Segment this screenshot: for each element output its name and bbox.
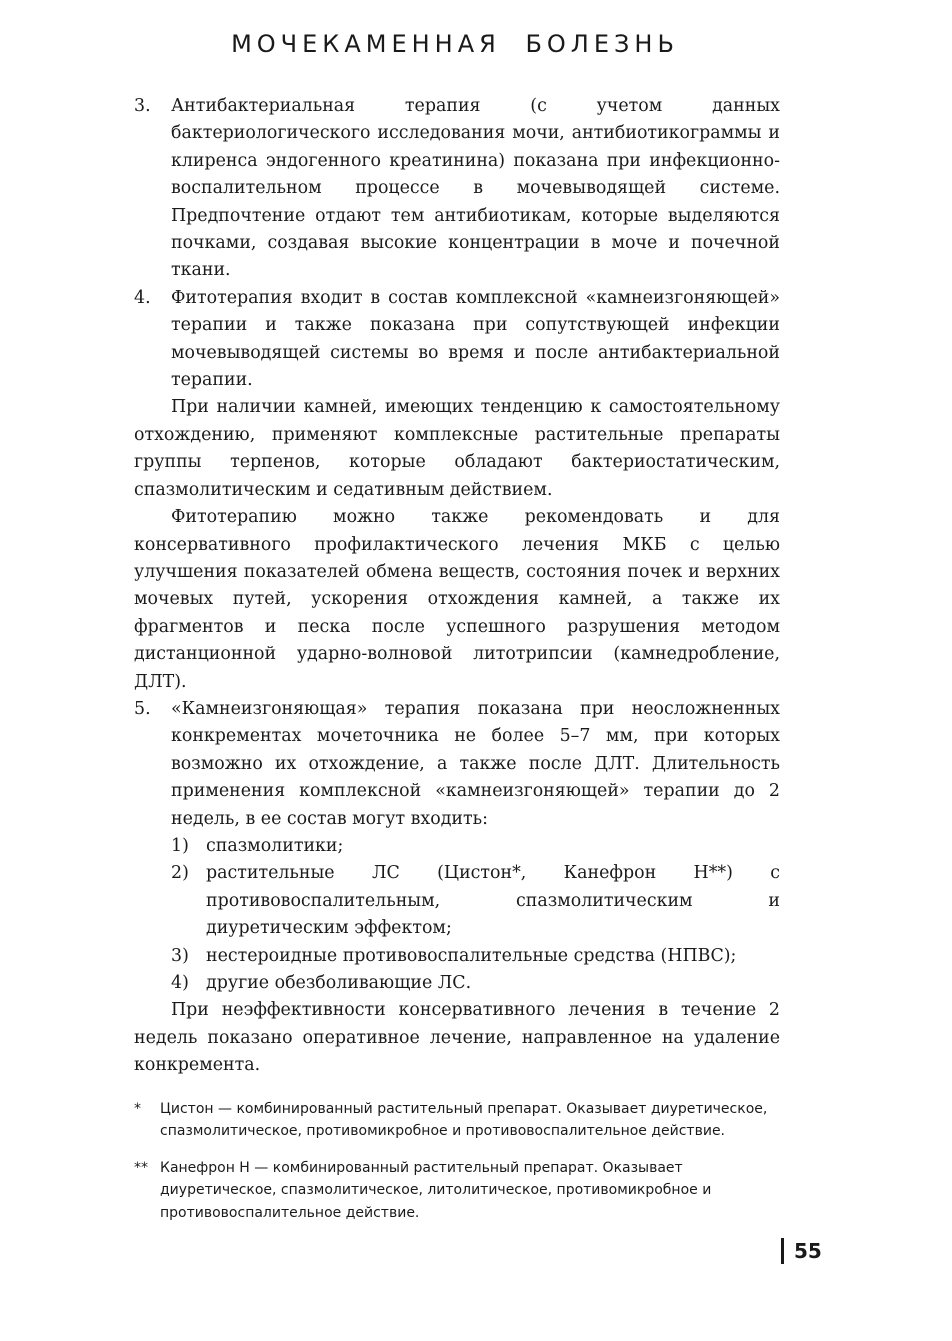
sublist-item-2	[134, 860, 780, 942]
list-item-text: Фитотерапия входит в состав комплексной «камнеизгоняющей» терапии и также показана при сопутствующей инфекции мочевыводящей системы во время и после антибактериальной терапии.	[171, 287, 780, 391]
list-item-5	[134, 696, 780, 833]
sublist-number: 4)	[171, 973, 189, 993]
list-number: 3.	[134, 96, 151, 116]
list-number: 5.	[134, 698, 151, 719]
sublist-number: 1)	[171, 835, 189, 856]
paragraph: При наличии камней, имеющих тенденцию к самостоятельному отхождению, применяют комплексные растительные препараты группы терпенов, которые обладают бактериостатическим, спазмолитическим и седативным действием.	[134, 397, 780, 500]
sublist-number: 2)	[171, 863, 189, 884]
sublist-number: 3)	[171, 945, 189, 966]
footnote-text: Цистон — комбинированный растительный препарат. Оказывает диуретическое, спазмолитическое, противомикробное и противовоспалительное действие.	[160, 1101, 768, 1140]
footnote-mark: **	[134, 1159, 148, 1176]
page-number: 55	[781, 1238, 822, 1264]
sublist-item-3	[134, 943, 780, 970]
list-item-text: Антибактериальная терапия (с учетом данных бактериологического исследования мочи, антибиотикограммы и клиренса эндогенного креатинина) показана при инфекционно-воспалительном процессе в мочевыводящей системе. Предпочтение отдают тем антибиотикам, которые выделяются почками, создавая высокие концентрации в моче и почечной ткани.	[171, 96, 780, 281]
list-number: 4.	[134, 287, 151, 308]
sublist-item-text: другие обезболивающие ЛС.	[206, 973, 472, 993]
list-item-4	[134, 285, 780, 395]
sublist-item-text: нестероидные противовоспалительные средства (НПВС);	[206, 945, 737, 966]
closing-paragraph: При неэффективности консервативного лечения в течение 2 недель показано оперативное лечение, направленное на удаление конкремента.	[134, 1000, 780, 1076]
footnote-text: Канефрон Н — комбинированный растительный препарат. Оказывает диуретическое, спазмолитическое, литолитическое, противомикробное и противовоспалительное действие.	[160, 1159, 712, 1221]
list-item-text: «Камнеизгоняющая» терапия показана при неосложненных конкрементах мочеточника не более 5–7 мм, при которых возможно их отхождение, а также после ДЛТ. Длительность применения комплексной «камнеизгоняющей» терапии до 2 недель, в ее состав могут входить:	[171, 698, 780, 829]
sublist-item-text: растительные ЛС (Цистон*, Канефрон Н**) с противовоспалительным, спазмолитическим и диуретическим эффектом;	[206, 863, 780, 939]
footnote-2	[134, 1157, 774, 1224]
running-header: МОЧЕКАМЕННАЯ БОЛЕЗНЬ	[231, 30, 679, 58]
footnotes	[134, 1084, 774, 1224]
sublist-item-1	[134, 833, 780, 860]
list-item-3	[134, 93, 780, 285]
sublist-item-text: спазмолитики;	[206, 835, 344, 856]
footnote-mark: *	[134, 1101, 141, 1117]
paragraph: Фитотерапию можно также рекомендовать и для консервативного профилактического лечения МКБ с целью улучшения показателей обмена веществ, состояния почек и верхних мочевых путей, ускорения отхождения камней, а также их фрагментов и песка после успешного разрушения методом дистанционной ударно-волновой литотрипсии (камнедробление, ДЛТ).	[134, 507, 780, 692]
main-text	[134, 93, 780, 1080]
sublist-item-4	[134, 970, 780, 997]
footnote-1	[134, 1098, 774, 1143]
